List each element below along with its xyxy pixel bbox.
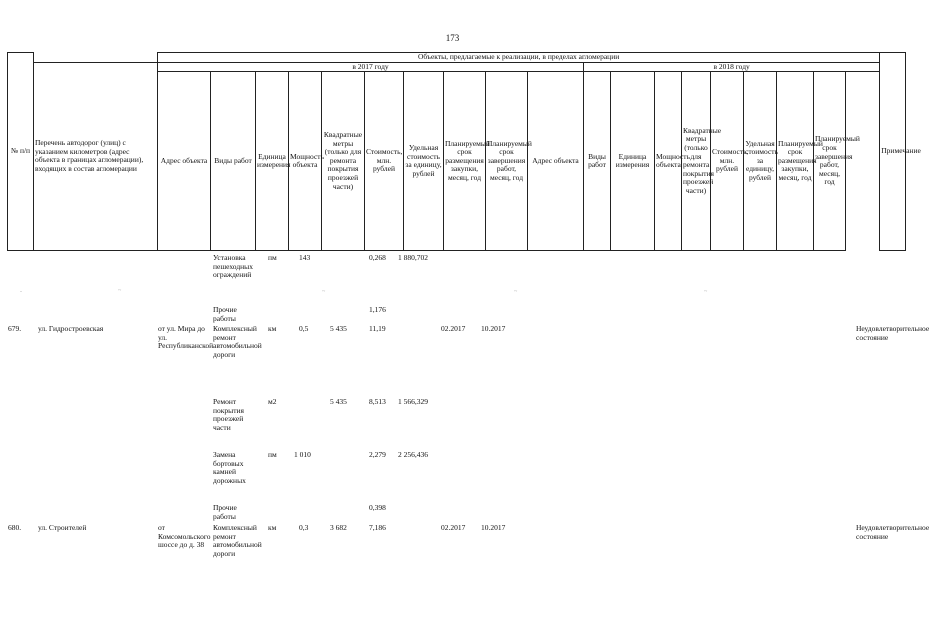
row-680-work-1: Комплексный ремонт автомобильной дороги [213, 523, 262, 558]
row-679-work-2: Ремонт покрытия проезжей части [213, 397, 244, 432]
carry-fence-unit-cost: 1 880,702 [398, 253, 428, 262]
row-680-purchase: 02.2017 [441, 523, 466, 532]
row-679-work-4: Прочие работы [213, 503, 237, 521]
scan-speck: ~ [322, 289, 326, 295]
row-680-work-1-sqm: 3 682 [330, 523, 347, 532]
objects-title: Объекты, предлагаемые к реализации, в пределах агломерации [158, 53, 880, 63]
address-2018-header: Адрес объекта [528, 72, 584, 251]
carry-other-work: Прочие работы [213, 305, 237, 323]
capacity-header: Мощность объекта [289, 72, 322, 251]
plan-finish-header: Планируемый срок завершения работ, месяц, год [486, 72, 528, 251]
cost-2018-header: Стоимость, млн. рублей [711, 72, 744, 251]
unit-cost-2018-header: Удельная стоимость за единицу, рублей [744, 72, 777, 251]
carry-fence-capacity: 143 [299, 253, 311, 262]
page-number: 173 [445, 33, 460, 43]
row-679-work-1-unit: км [268, 324, 277, 333]
row-679-address: от ул. Мира до ул. Республиканской [158, 324, 214, 351]
unit-header: Единица измерения [256, 72, 289, 251]
row-679-work-1: Комплексный ремонт автомобильной дороги [213, 324, 262, 359]
plan-purchase-header: Планируемый срок размещения закупки, месяц, год [444, 72, 486, 251]
scan-speck: ~ [118, 288, 122, 294]
year-2017-header: в 2017 году [158, 62, 584, 72]
row-679-purchase: 02.2017 [441, 324, 466, 333]
row-679-work-3: Замена бортовых камней дорожных [213, 450, 246, 485]
row-679-work-4-cost: 0,398 [369, 503, 386, 512]
row-680-work-1-cost: 7,186 [369, 523, 386, 532]
row-679-work-3-unit-cost: 2 256,436 [398, 450, 428, 459]
unit-2018-header: Единица измерения [611, 72, 655, 251]
row-680-road: ул. Строителей [38, 523, 87, 532]
row-679-work-1-sqm: 5 435 [330, 324, 347, 333]
carry-other-cost: 1,176 [369, 305, 386, 314]
carry-fence-cost: 0,268 [369, 253, 386, 262]
row-679-finish: 10.2017 [481, 324, 506, 333]
row-679-work-2-unit: м2 [268, 397, 277, 406]
row-679-work-3-capacity: 1 010 [294, 450, 311, 459]
row-679-work-1-capacity: 0,5 [299, 324, 309, 333]
row-679-work-2-unit-cost: 1 566,329 [398, 397, 428, 406]
row-679-work-1-cost: 11,19 [369, 324, 386, 333]
row-680-address: от Комсомольского шоссе до д. 38 [158, 523, 211, 550]
row-679-num: 679. [8, 324, 22, 333]
row-680-num: 680. [8, 523, 22, 532]
row-679-note: Неудовлетворительное состояние [856, 324, 929, 342]
table-header [7, 52, 921, 251]
plan-purchase-2018-header: Планируемый срок размещения закупки, месяц, год [777, 72, 814, 251]
row-680-work-1-unit: км [268, 523, 277, 532]
sqm-2018-header: Квадратные метры (только для ремонта покрытия проезжей части) [682, 72, 711, 251]
carry-fence-unit: пм [268, 253, 277, 262]
row-679-work-2-cost: 8,513 [369, 397, 386, 406]
scan-speck: - [20, 289, 22, 295]
note-header: Примечание [880, 53, 906, 251]
scan-speck: ~ [514, 289, 518, 295]
road-list-header: Перечень автодорог (улиц) с указанием километров (адрес объекта в границах агломерации), входящих в состав агломерации [34, 62, 158, 251]
row-679-road: ул. Гидростроевская [38, 324, 104, 333]
num-header: № п/п [8, 53, 34, 251]
unit-cost-header: Удельная стоимость за единицу, рублей [404, 72, 444, 251]
year-2018-header: в 2018 году [584, 62, 880, 72]
plan-finish-2018-header: Планируемый срок завершения работ, месяц, год [814, 72, 846, 251]
carry-fence-work: Установка пешеходных ограждений [213, 253, 253, 280]
row-680-work-1-capacity: 0,3 [299, 523, 309, 532]
sqm-header: Квадратные метры (только для ремонта покрытия проезжей части) [322, 72, 365, 251]
row-680-finish: 10.2017 [481, 523, 506, 532]
address-2017-header: Адрес объекта [158, 72, 211, 251]
work-type-2018-header: Виды работ [584, 72, 611, 251]
scan-speck: ~ [704, 289, 708, 295]
work-type-header: Виды работ [211, 72, 256, 251]
row-679-work-3-unit: пм [268, 450, 277, 459]
cost-header: Стоимость, млн. рублей [365, 72, 404, 251]
row-679-work-3-cost: 2,279 [369, 450, 386, 459]
row-679-work-2-sqm: 5 435 [330, 397, 347, 406]
capacity-2018-header: Мощность объекта [655, 72, 682, 251]
row-680-note: Неудовлетворительное состояние [856, 523, 929, 541]
